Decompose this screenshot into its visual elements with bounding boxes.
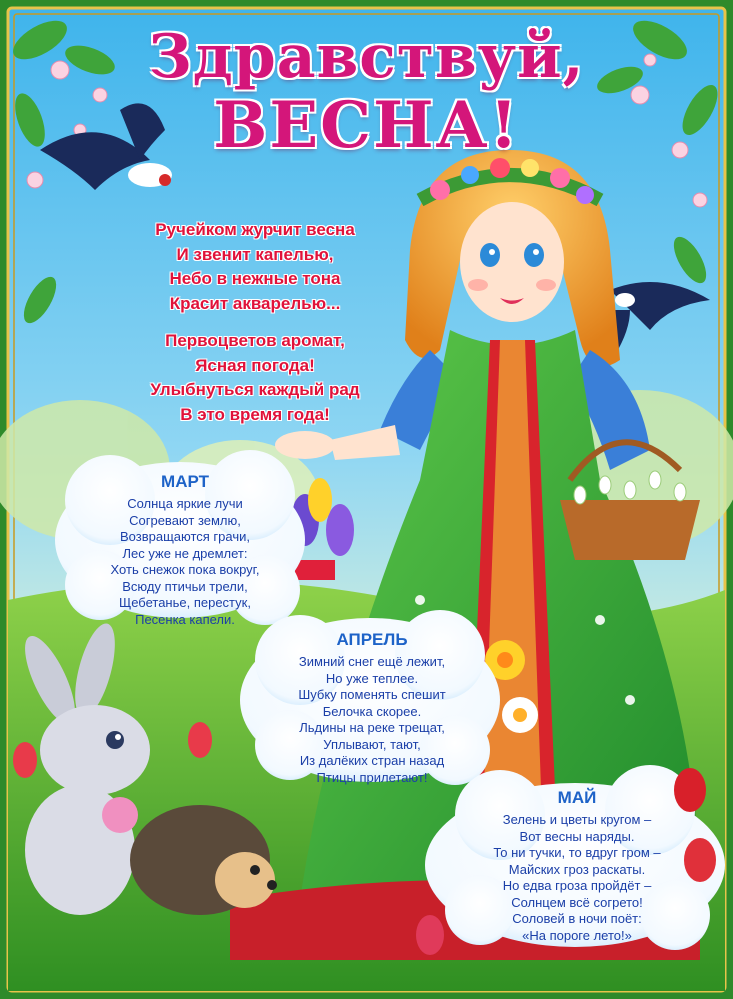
verse-line: Майских гроз раскаты. <box>508 861 646 877</box>
may-heading: МАЙ <box>557 788 597 807</box>
poem-stanza-1 <box>100 218 410 316</box>
may-verse <box>432 788 722 944</box>
march-verse <box>70 472 300 628</box>
verse-line: Зимний снег ещё лежит, <box>298 654 446 669</box>
verse-line: Согревают землю, <box>129 512 241 528</box>
verse-line: Льдины на реке трещат, <box>299 720 445 735</box>
verse-line: Вот весны наряды. <box>519 828 635 844</box>
poem-line: Ручейком журчит весна <box>155 220 355 239</box>
verse-line: «На пороге лето!» <box>522 927 632 943</box>
poem-line: Небо в нежные тона <box>169 269 341 288</box>
verse-line: Соловей в ночи поёт: <box>512 911 642 926</box>
verse-line: Всюду птичьи трели, <box>122 578 248 594</box>
poem-line: И звенит капелью, <box>176 244 334 264</box>
march-heading: МАРТ <box>161 472 209 491</box>
verse-line: То ни тучки, то вдруг гром – <box>493 845 661 860</box>
poem-stanza-2 <box>100 329 410 427</box>
verse-line: Солнцем всё согрето! <box>511 894 643 910</box>
verse-line: Зелень и цветы кругом – <box>502 812 652 827</box>
verse-line: Но едва гроза пройдёт – <box>502 878 652 893</box>
poem-line: Первоцветов аромат, <box>165 331 345 350</box>
title-line-2: ВЕСНА! <box>213 88 520 163</box>
april-heading: АПРЕЛЬ <box>336 630 408 649</box>
verse-line: Белочка скорее. <box>322 703 422 719</box>
verse-line: Уплывают, тают, <box>323 736 421 752</box>
verse-line: Солнца яркие лучи <box>127 496 243 511</box>
poem-line: В это время года! <box>180 404 330 424</box>
verse-line: Возвращаются грачи, <box>120 529 250 544</box>
verse-line: Лес уже не дремлет: <box>122 545 248 561</box>
verse-line: Хоть снежок пока вокруг, <box>110 562 260 577</box>
april-verse <box>262 630 482 786</box>
poem-line: Улыбнуться каждый рад <box>150 380 360 399</box>
title-line-1: Здравствуй, <box>148 22 585 92</box>
verse-line: Из далёких стран назад <box>299 753 445 768</box>
verse-line: Но уже теплее. <box>325 670 419 686</box>
verse-line: Щебетанье, перестук, <box>119 595 251 610</box>
poem-line: Ясная погода! <box>195 355 315 375</box>
verse-line: Шубку поменять спешит <box>298 687 446 702</box>
verse-line: Птицы прилетают! <box>316 769 428 785</box>
verse-line: Песенка капели. <box>135 611 235 627</box>
poem-line: Красит акварелью... <box>169 293 341 313</box>
